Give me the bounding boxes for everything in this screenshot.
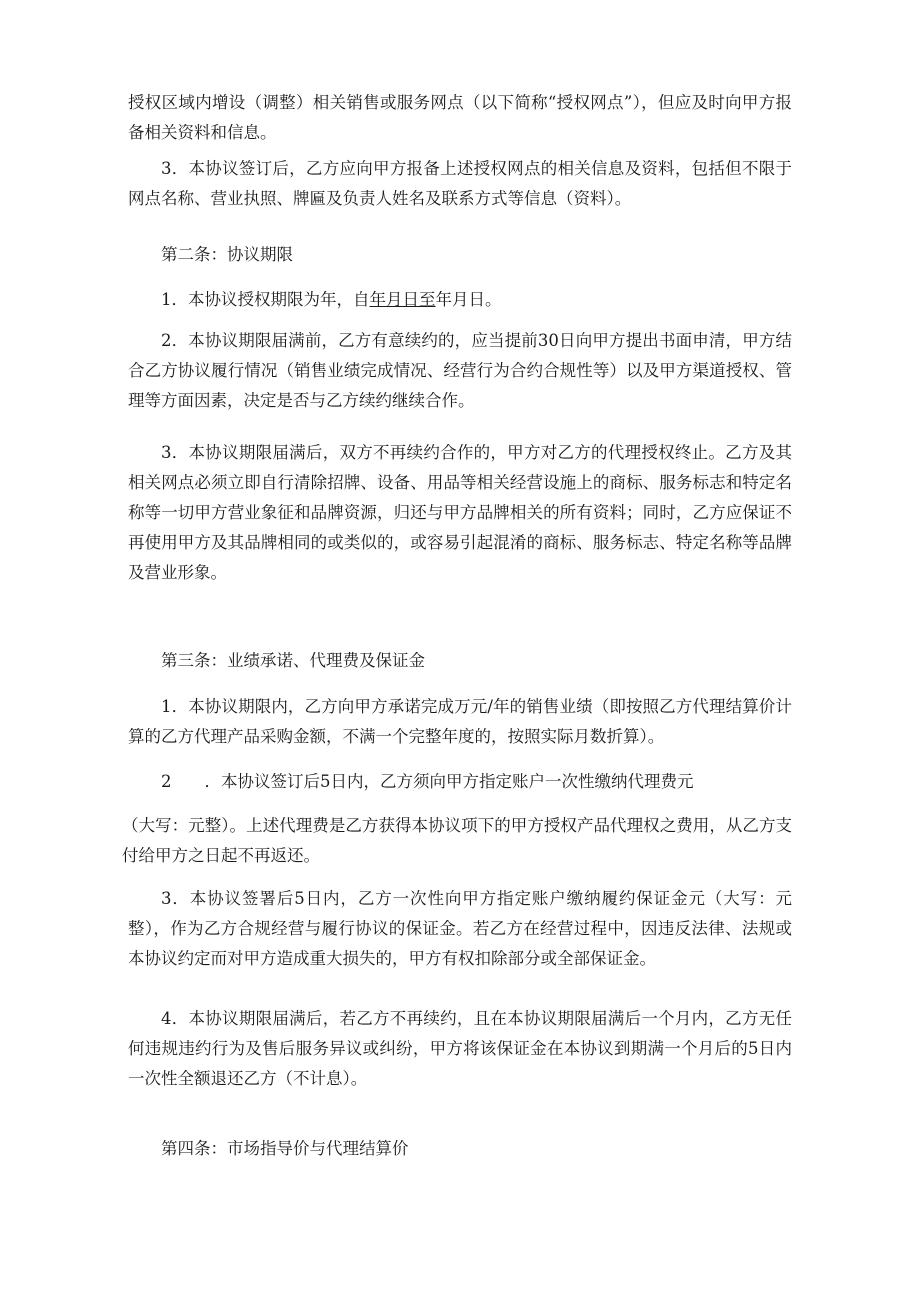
paragraph-clause-3-2: 2 ．本协议签订后5日内，乙方须向甲方指定账户一次性缴纳代理费元 [161, 772, 694, 791]
paragraph-clause-3-1: 1．本协议期限内，乙方向甲方承诺完成万元/年的销售业绩（即按照乙方代理结算价计算的乙方代理产品采购金额，不满一个完整年度的，按照实际月数折算）。 [128, 697, 792, 746]
heading-article-2: 第二条：协议期限 [161, 245, 293, 264]
paragraph-clause-3-2-cont: （大写：元整）。上述代理费是乙方获得本协议项下的甲方授权产品代理权之费用，从乙方支付给甲方之日起不再返还。 [122, 816, 792, 865]
heading-article-4: 第四条：市场指导价与代理结算价 [161, 1139, 409, 1158]
paragraph-clause-2-1 [128, 285, 792, 315]
clause-2-1-text-c: 年月日。 [435, 290, 502, 309]
paragraph-clause-3-4: 4．本协议期限届满后，若乙方不再续约，且在本协议期限届满后一个月内，乙方无任何违规违约行为及售后服务异议或纠纷，甲方将该保证金在本协议到期满一个月后的5日内一次性全额退还乙方（不计息）。 [128, 1009, 792, 1088]
paragraph-authorized-outlets: 授权区域内增设（调整）相关销售或服务网点（以下简称“授权网点”），但应及时向甲方报备相关资料和信息。 [128, 93, 792, 142]
paragraph-clause-3-3: 3．本协议签署后5日内，乙方一次性向甲方指定账户缴纳履约保证金元（大写：元整），作为乙方合规经营与履行协议的保证金。若乙方在经营过程中，因违反法律、法规或本协议约定而对甲方造成重大损失的，甲方有权扣除部分或全部保证金。 [128, 889, 792, 968]
clause-2-1-text-a: 1．本协议授权期限为年，自 [161, 290, 370, 309]
paragraph-clause-2-2: 2．本协议期限届满前，乙方有意续约的，应当提前30日向甲方提出书面申清，甲方结合乙方协议履行情况（销售业绩完成情况、经营行为合约合规性等）以及甲方渠道授权、管理等方面因素，决定是否与乙方续约继续合作。 [128, 331, 792, 410]
paragraph-clause-1-3: 3．本协议签订后，乙方应向甲方报备上述授权网点的相关信息及资料，包括但不限于网点名称、营业执照、牌匾及负责人姓名及联系方式等信息（资料）。 [128, 159, 792, 208]
clause-2-1-underlined-date: 年月日至 [369, 290, 436, 309]
paragraph-clause-2-3: 3．本协议期限届满后，双方不再续约合作的，甲方对乙方的代理授权终止。乙方及其相关网点必须立即自行清除招牌、设备、用品等相关经营设施上的商标、服务标志和特定名称等一切甲方营业象征和品牌资源，归还与甲方品牌相关的所有资料；同时，乙方应保证不再使用甲方及其品牌相同的或类似的，或容易引起混淆的商标、服务标志、特定名称等品牌及营业形象。 [128, 443, 792, 582]
heading-article-3: 第三条：业绩承诺、代理费及保证金 [161, 651, 425, 670]
